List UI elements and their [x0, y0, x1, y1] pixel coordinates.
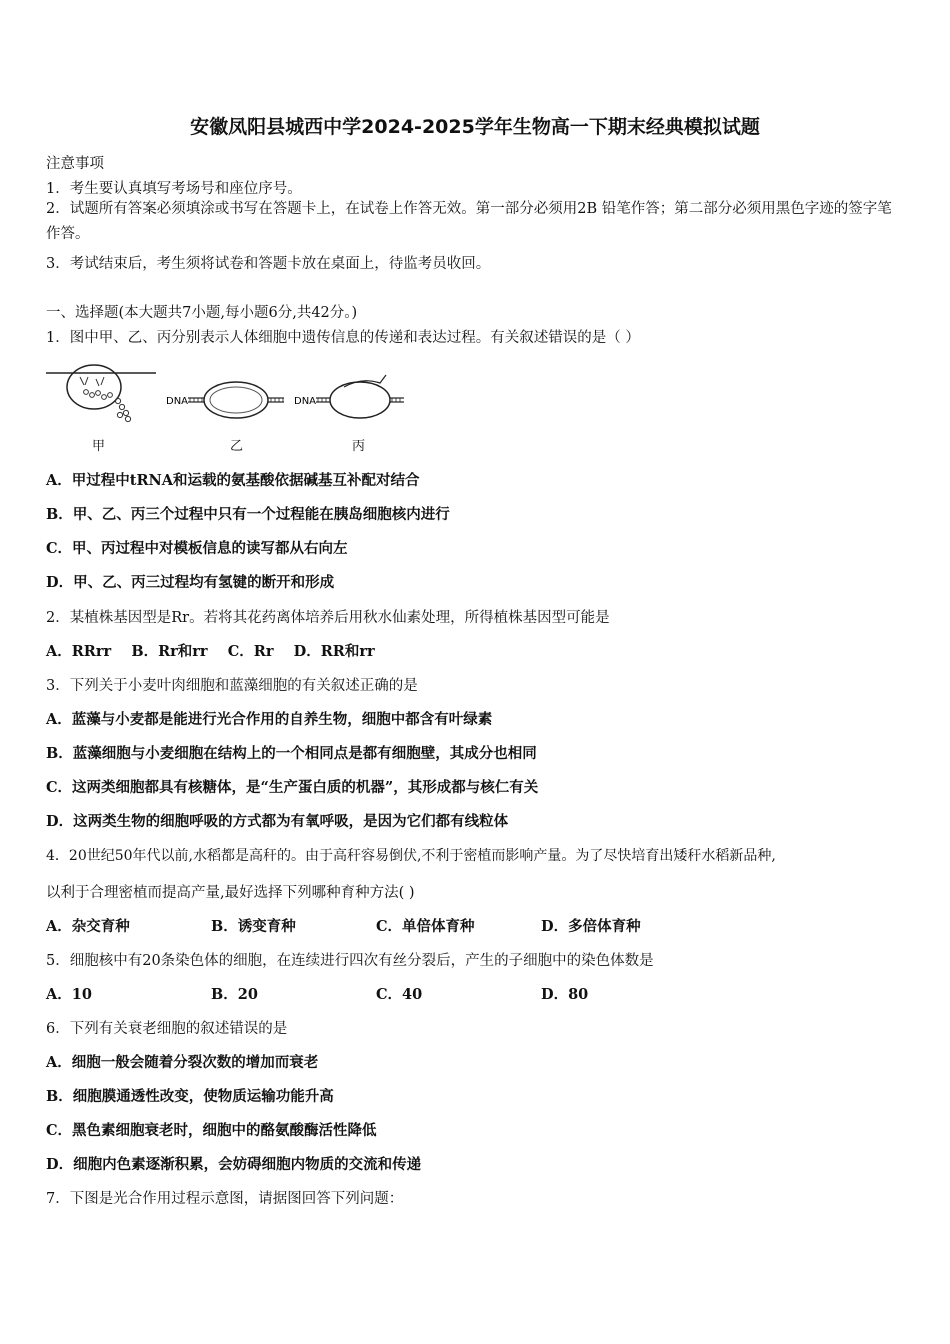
question-4-options: [46, 915, 641, 936]
figure-label-bing: 丙: [352, 439, 366, 454]
question-5-option-c: C．40: [376, 986, 423, 1003]
question-4-option-a: A．杂交育种: [46, 918, 130, 935]
question-2-options: A．RRrr B．Rr和rr C．Rr D．RR和rr: [46, 643, 375, 660]
question-5-option-d: D．80: [541, 986, 589, 1003]
notice-item-3: 3．考试结束后，考生须将试卷和答题卡放在桌面上，待监考员收回。: [46, 256, 491, 272]
dna-label-yi: DNA: [166, 396, 189, 407]
notice-heading: 注意事项: [46, 156, 104, 172]
question-3-stem: 3．下列关于小麦叶肉细胞和蓝藻细胞的有关叙述正确的是: [46, 678, 418, 694]
figure-label-yi: 乙: [230, 439, 244, 454]
figure-yi: [166, 382, 284, 418]
question-1-stem: 1．图中甲、乙、丙分别表示人体细胞中遗传信息的传递和表达过程。有关叙述错误的是（ ）: [46, 330, 640, 346]
question-7-stem: 7．下图是光合作用过程示意图，请据图回答下列问题：: [46, 1191, 404, 1207]
question-1-option-d: D．甲、乙、丙三过程均有氢键的断开和形成: [46, 574, 335, 591]
question-6-option-a: A．细胞一般会随着分裂次数的增加而衰老: [46, 1054, 319, 1071]
page-title: 安徽凤阳县城西中学2024-2025学年生物高一下期末经典模拟试题: [190, 116, 760, 138]
question-2-stem: 2．某植株基因型是Rr。若将其花药离体培养后用秋水仙素处理，所得植株基因型可能是: [46, 610, 610, 626]
question-4-option-b: B．诱变育种: [211, 918, 296, 935]
figure-bing: [294, 375, 404, 418]
notice-item-2: 2．试题所有答案必须填涂或书写在答题卡上，在试卷上作答无效。第一部分必须用2B 铅笔作答；第二部分必须用黑色字迹的签字笔作答。: [46, 201, 892, 242]
question-3-option-c: C．这两类细胞都具有核糖体，是“生产蛋白质的机器”，其形成都与核仁有关: [46, 779, 539, 796]
question-4-option-c: C．单倍体育种: [376, 918, 475, 935]
question-4-option-d: D．多倍体育种: [541, 918, 641, 935]
section-heading: 一、选择题(本大题共7小题,每小题6分,共42分。): [46, 305, 358, 321]
question-5-stem: 5．细胞核中有20条染色体的细胞，在连续进行四次有丝分裂后，产生的子细胞中的染色体数是: [46, 953, 654, 969]
dna-label-bing: DNA: [294, 396, 317, 407]
question-6-option-b: B．细胞膜通透性改变，使物质运输功能升高: [46, 1088, 334, 1105]
question-6-stem: 6．下列有关衰老细胞的叙述错误的是: [46, 1021, 288, 1037]
question-3-option-d: D．这两类生物的细胞呼吸的方式都为有氧呼吸，是因为它们都有线粒体: [46, 813, 509, 830]
notice-item-1: 1．考生要认真填写考场号和座位序号。: [46, 181, 302, 197]
question-1-option-a: A．甲过程中tRNA和运载的氨基酸依据碱基互补配对结合: [46, 472, 420, 489]
question-4-stem-line-2: 以利于合理密植而提高产量,最好选择下列哪种育种方法( ): [46, 885, 415, 901]
question-1-option-c: C．甲、丙过程中对模板信息的读写都从右向左: [46, 540, 348, 557]
question-6-option-d: D．细胞内色素逐渐积累，会妨碍细胞内物质的交流和传递: [46, 1156, 422, 1173]
question-5-options: [46, 983, 588, 1004]
figure-jia: [46, 365, 156, 422]
question-3-option-b: B．蓝藻细胞与小麦细胞在结构上的一个相同点是都有细胞壁，其成分也相同: [46, 745, 537, 762]
question-5-option-a: A．10: [46, 986, 92, 1003]
question-5-option-b: B．20: [211, 986, 258, 1003]
question-4-stem-line-1: 4．20世纪50年代以前,水稻都是高秆的。由于高秆容易倒伏,不利于密植而影响产量。为了尽快培育出矮秆水稻新品种,: [46, 848, 776, 864]
question-1-option-b: B．甲、乙、丙三个过程中只有一个过程能在胰岛细胞核内进行: [46, 506, 450, 523]
question-6-option-c: C．黑色素细胞衰老时，细胞中的酪氨酸酶活性降低: [46, 1122, 377, 1139]
question-3-option-a: A．蓝藻与小麦都是能进行光合作用的自养生物，细胞中都含有叶绿素: [46, 711, 493, 728]
figure-label-jia: 甲: [92, 439, 106, 454]
